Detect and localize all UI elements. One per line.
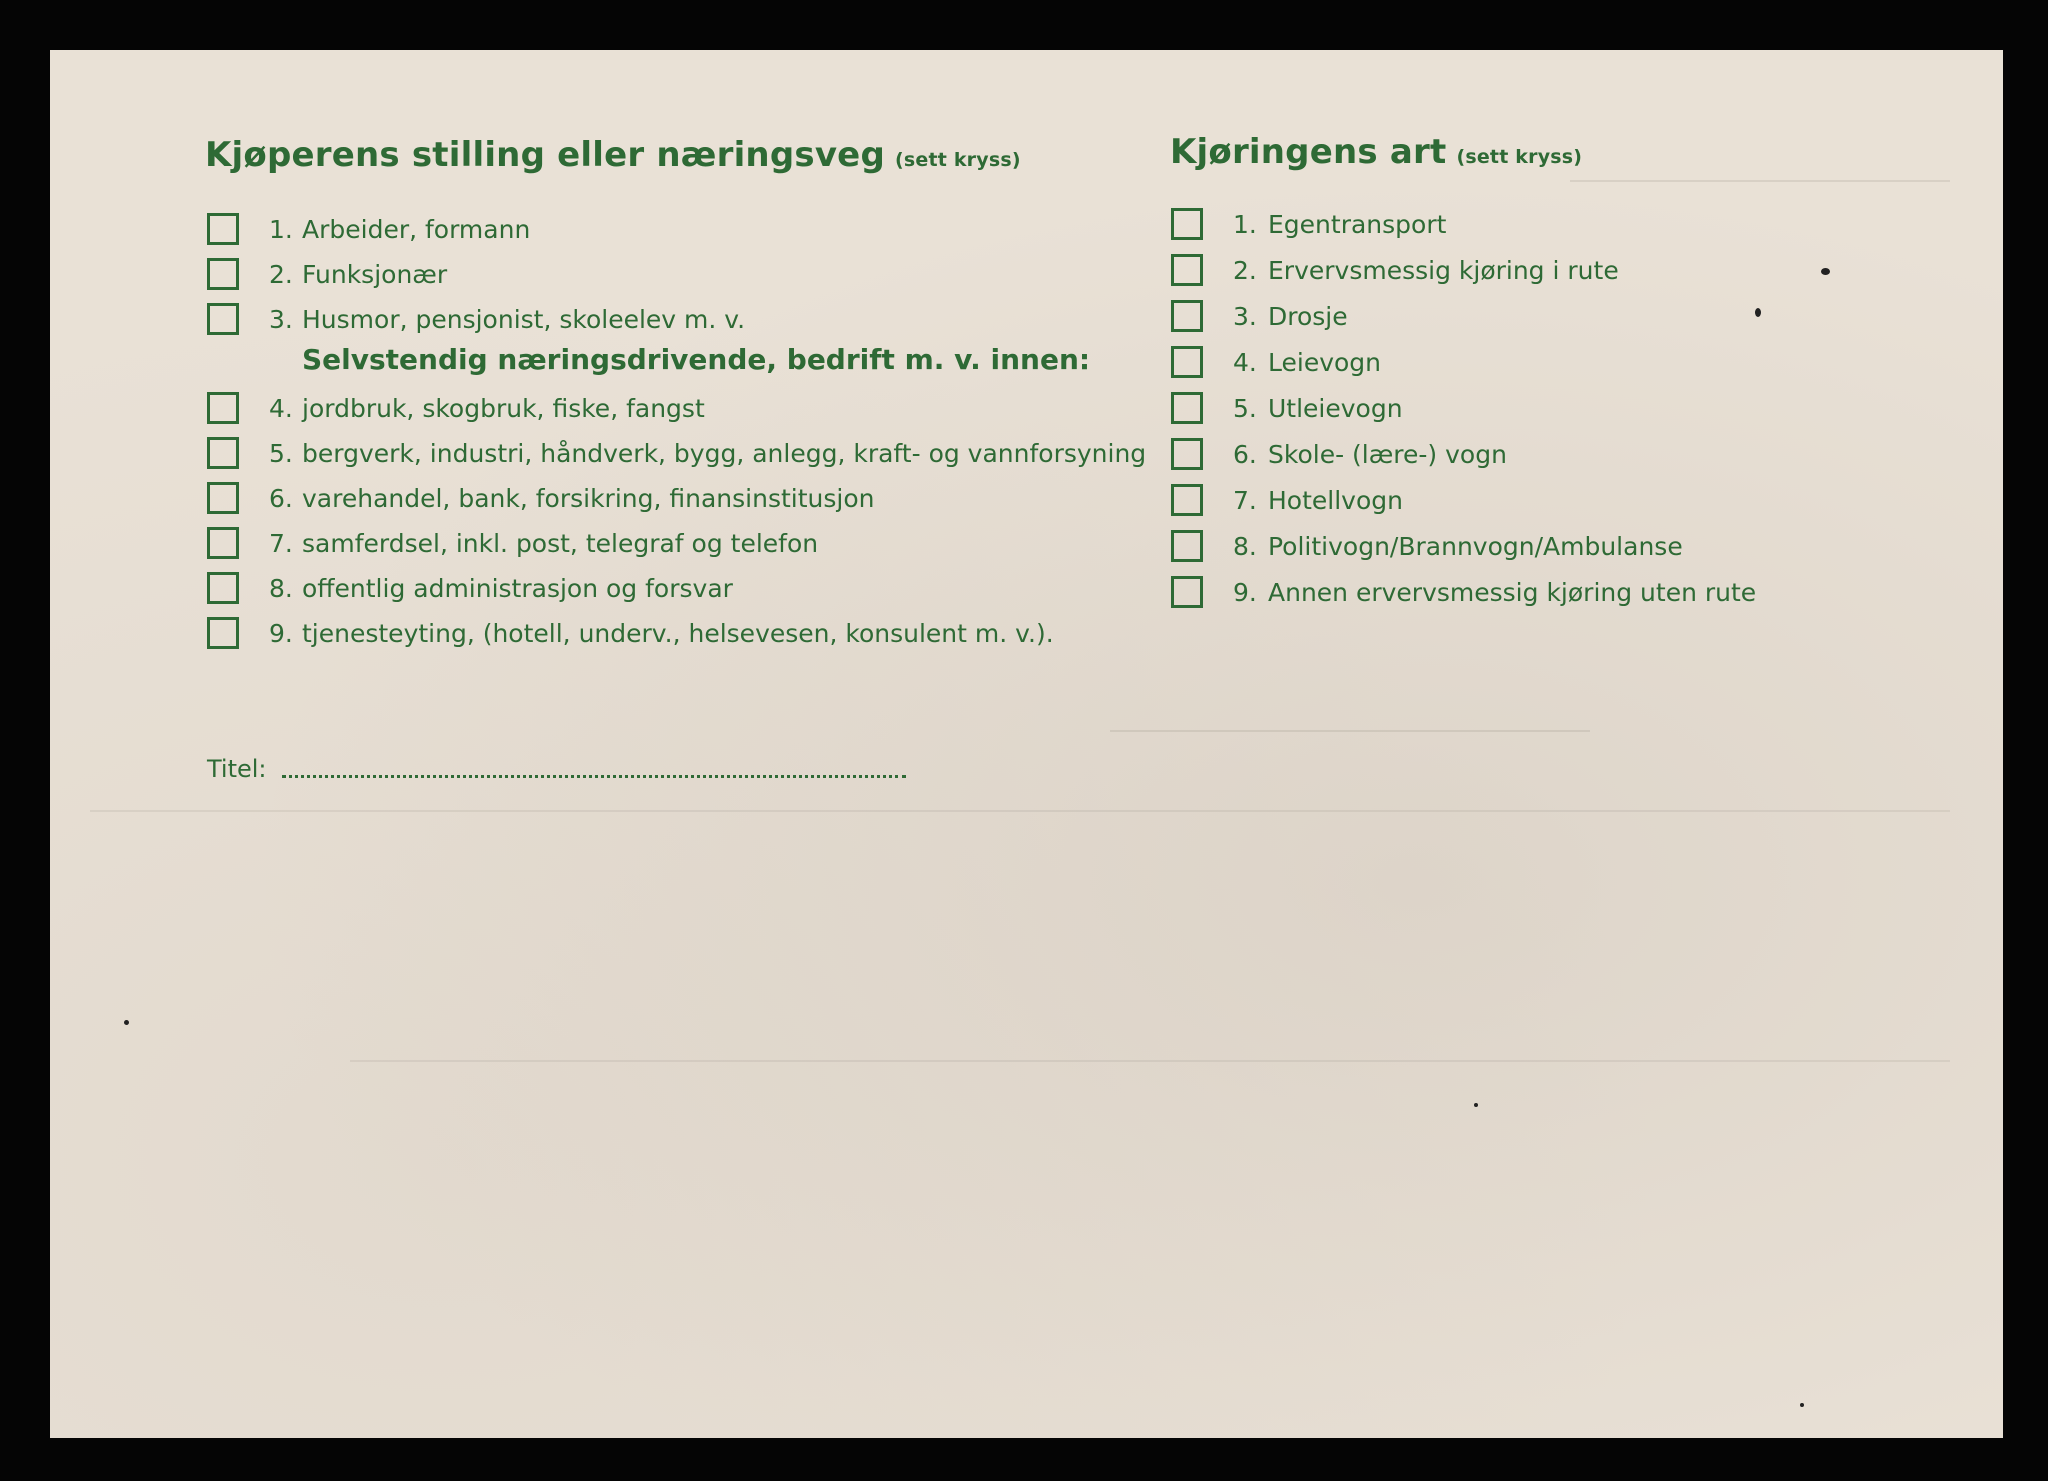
occupation-option-3[interactable] [207,303,1057,339]
option-label: Husmor, pensjonist, skoleelev m. v. [302,305,746,334]
checkbox[interactable] [1171,576,1203,608]
checkbox[interactable] [207,392,239,424]
option-number: 8. [269,574,293,603]
occupation-option-2[interactable] [207,258,1057,294]
occupation-option-9[interactable] [207,617,1187,653]
option-number: 4. [1233,348,1257,377]
option-number: 5. [269,439,293,468]
dust-speck [1755,308,1761,317]
driving-option-6[interactable] [1171,438,1871,474]
option-label: Egentransport [1268,210,1447,239]
title-field-label: Titel: [207,755,267,783]
option-number: 5. [1233,394,1257,423]
driving-option-4[interactable] [1171,346,1871,382]
option-label: Funksjonær [302,260,448,289]
option-label: Arbeider, formann [302,215,531,244]
option-label: jordbruk, skogbruk, fiske, fangst [302,394,705,423]
option-number: 7. [1233,486,1257,515]
option-number: 2. [269,260,293,289]
checkbox[interactable] [207,213,239,245]
option-number: 4. [269,394,293,423]
driving-option-2[interactable] [1171,254,1871,290]
option-number: 3. [269,305,293,334]
option-number: 6. [1233,440,1257,469]
option-number: 6. [269,484,293,513]
option-label: Politivogn/Brannvogn/Ambulanse [1268,532,1683,561]
checkbox[interactable] [1171,208,1203,240]
option-label: Hotellvogn [1268,486,1403,515]
buyer-occupation-heading [205,135,1021,175]
option-number: 7. [269,529,293,558]
option-label: samferdsel, inkl. post, telegraf og telefon [302,529,819,558]
occupation-option-5[interactable] [207,437,1187,473]
driving-option-1[interactable] [1171,208,1871,244]
option-number: 9. [269,619,293,648]
checkbox[interactable] [207,303,239,335]
checkbox[interactable] [207,258,239,290]
checkbox[interactable] [207,482,239,514]
driving-type-heading [1170,132,1582,172]
bleed-through-line [350,1060,1950,1062]
option-label: Utleievogn [1268,394,1403,423]
checkbox[interactable] [1171,254,1203,286]
buyer-occupation-note: (sett kryss) [894,149,1021,171]
checkbox[interactable] [1171,484,1203,516]
option-label: varehandel, bank, forsikring, finansinstitusjon [302,484,875,513]
option-label: Leievogn [1268,348,1382,377]
option-number: 2. [1233,256,1257,285]
driving-option-8[interactable] [1171,530,1871,566]
occupation-option-7[interactable] [207,527,1187,563]
checkbox[interactable] [1171,346,1203,378]
option-number: 8. [1233,532,1257,561]
dust-speck [1821,268,1830,275]
checkbox[interactable] [1171,530,1203,562]
option-label: bergverk, industri, håndverk, bygg, anlegg, kraft- og vannforsyning [302,439,1147,468]
option-label: Drosje [1268,302,1348,331]
occupation-option-8[interactable] [207,572,1187,608]
occupation-option-1[interactable] [207,213,1057,249]
option-number: 3. [1233,302,1257,331]
driving-option-9[interactable] [1171,576,1871,612]
driving-type-title: Kjøringens art [1170,132,1447,172]
driving-option-7[interactable] [1171,484,1871,520]
occupation-option-6[interactable] [207,482,1187,518]
driving-option-5[interactable] [1171,392,1871,428]
checkbox[interactable] [207,572,239,604]
option-number: 1. [1233,210,1257,239]
dust-speck [1800,1403,1804,1407]
option-label: Skole- (lære-) vogn [1268,440,1507,469]
self-employed-subheading: Selvstendig næringsdrivende, bedrift m. v. innen: [302,343,1091,376]
driving-type-note: (sett kryss) [1456,146,1583,168]
checkbox[interactable] [1171,392,1203,424]
dust-speck [1474,1103,1478,1107]
option-label: Ervervsmessig kjøring i rute [1268,256,1619,285]
option-label: Annen ervervsmessig kjøring uten rute [1268,578,1757,607]
option-label: tjenesteyting, (hotell, underv., helsevesen, konsulent m. v.). [302,619,1054,648]
title-field-line[interactable] [282,775,906,778]
driving-option-3[interactable] [1171,300,1871,336]
form-paper [50,50,2003,1438]
bleed-through-mark [1570,120,1950,182]
buyer-occupation-title: Kjøperens stilling eller næringsveg [205,135,885,175]
dust-speck [124,1020,129,1025]
checkbox[interactable] [207,617,239,649]
checkbox[interactable] [1171,438,1203,470]
bleed-through-line [90,810,1950,812]
bleed-through-mark [1110,690,1590,732]
checkbox[interactable] [1171,300,1203,332]
option-number: 1. [269,215,293,244]
occupation-option-4[interactable] [207,392,1187,428]
option-label: offentlig administrasjon og forsvar [302,574,733,603]
checkbox[interactable] [207,437,239,469]
option-number: 9. [1233,578,1257,607]
checkbox[interactable] [207,527,239,559]
